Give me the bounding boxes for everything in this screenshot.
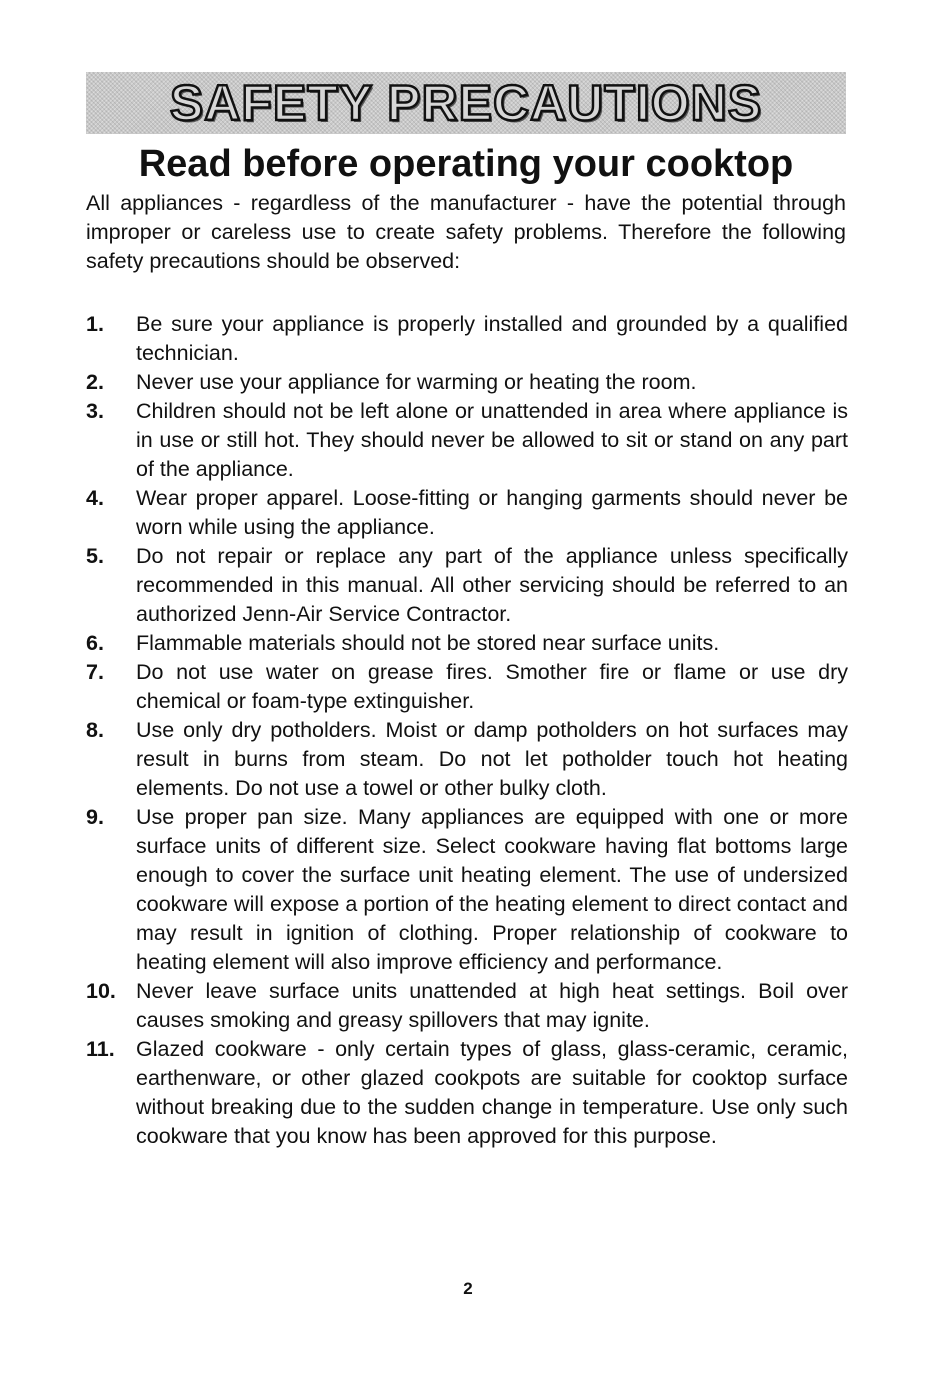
item-text: Never use your appliance for warming or heating the room. <box>136 370 697 394</box>
item-text: Glazed cookware - only certain types of glass, glass-ceramic, ceramic, earthenware, or other glazed cookpots are suitable for cooktop surface without breaking due to the sudden change in temperature. Use only such cookware that you know has been approved for this purpose. <box>136 1037 848 1148</box>
item-number: 3. <box>86 399 104 423</box>
precaution-item <box>86 803 848 977</box>
item-text: Wear proper apparel. Loose-fitting or hanging garments should never be worn while using the appliance. <box>136 486 848 539</box>
page-title: SAFETY PRECAUTIONS <box>169 75 763 131</box>
item-text: Use only dry potholders. Moist or damp potholders on hot surfaces may result in burns from steam. Do not let potholder touch hot heating elements. Do not use a towel or other bulky cloth. <box>136 718 848 800</box>
item-number: 1. <box>86 312 104 336</box>
precaution-item <box>86 310 848 368</box>
item-number: 5. <box>86 544 104 568</box>
item-text: Children should not be left alone or unattended in area where appliance is in use or still hot. They should never be allowed to sit or stand on any part of the appliance. <box>136 399 848 481</box>
item-text: Use proper pan size. Many appliances are equipped with one or more surface units of different size. Select cookware having flat bottoms large enough to cover the surface unit heating element. The use of undersized cookware will expose a portion of the heating element to direct contact and may result in ignition of clothing. Proper relationship of cookware to heating element will also improve efficiency and performance. <box>136 805 848 974</box>
page-number: 2 <box>463 1279 473 1298</box>
precaution-item <box>86 1035 848 1151</box>
item-text: Do not use water on grease fires. Smother fire or flame or use dry chemical or foam-type extinguisher. <box>136 660 848 713</box>
item-number: 4. <box>86 486 104 510</box>
precaution-item <box>86 658 848 716</box>
item-number: 8. <box>86 718 104 742</box>
precaution-item <box>86 484 848 542</box>
item-text: Be sure your appliance is properly installed and grounded by a qualified technician. <box>136 312 848 365</box>
precaution-item <box>86 397 848 484</box>
item-number: 7. <box>86 660 104 684</box>
item-text: Flammable materials should not be stored near surface units. <box>136 631 720 655</box>
item-number: 6. <box>86 631 104 655</box>
item-number: 10. <box>86 979 116 1003</box>
intro-paragraph: All appliances - regardless of the manufacturer - have the potential through improper or careless use to create safety problems. Therefore the following safety precautions should be observed: <box>86 191 846 273</box>
precaution-item <box>86 977 848 1035</box>
precautions-list <box>86 310 848 1151</box>
precaution-item <box>86 368 848 397</box>
item-text: Never leave surface units unattended at high heat settings. Boil over causes smoking and greasy spillovers that may ignite. <box>136 979 848 1032</box>
item-text: Do not repair or replace any part of the appliance unless specifically recommended in this manual. All other servicing should be referred to an authorized Jenn-Air Service Contractor. <box>136 544 848 626</box>
title-banner <box>86 72 846 134</box>
precaution-item <box>86 542 848 629</box>
item-number: 11. <box>86 1037 115 1061</box>
item-number: 9. <box>86 805 104 829</box>
subtitle: Read before operating your cooktop <box>138 143 794 185</box>
precaution-item <box>86 716 848 803</box>
item-number: 2. <box>86 370 104 394</box>
precaution-item <box>86 629 848 658</box>
